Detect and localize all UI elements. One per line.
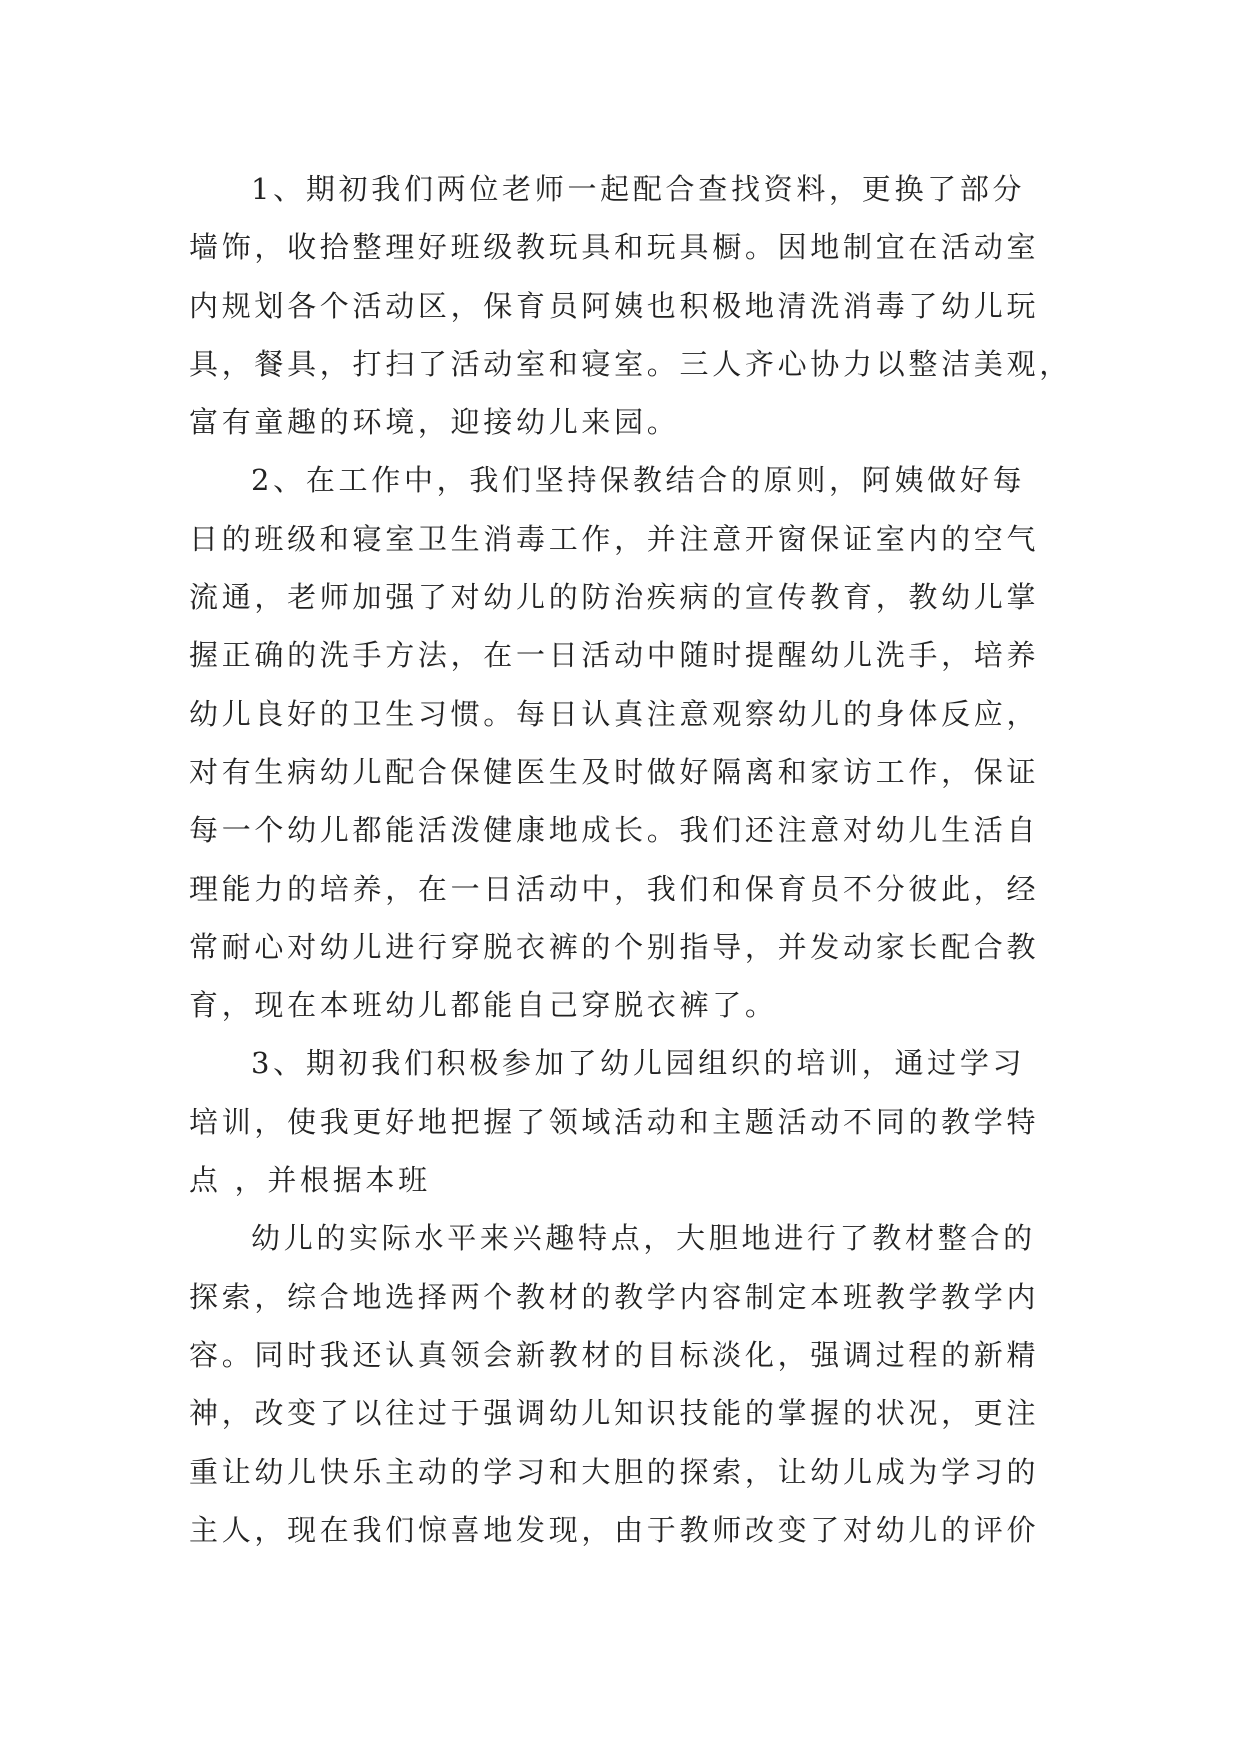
paragraph-3-line: 培训，使我更好地把握了领域活动和主题活动不同的教学特 [189, 1104, 1040, 1139]
paragraph-4-line: 容。同时我还认真领会新教材的目标淡化，强调过程的新精 [189, 1337, 1040, 1372]
paragraph-4-line: 重让幼儿快乐主动的学习和大胆的探索，让幼儿成为学习的 [189, 1454, 1040, 1489]
document-body [189, 160, 1072, 1559]
paragraph-3-line: 3、期初我们积极参加了幼儿园组织的培训，通过学习 [251, 1046, 1026, 1081]
paragraph-4-line: 主人，现在我们惊喜地发现，由于教师改变了对幼儿的评价 [189, 1512, 1040, 1547]
paragraph-1-line: 1、期初我们两位老师一起配合查找资料，更换了部分 [251, 172, 1026, 206]
paragraph-4-line: 探索，综合地选择两个教材的教学内容制定本班教学教学内 [189, 1279, 1040, 1314]
paragraph-2-line: 每一个幼儿都能活泼健康地成长。我们还注意对幼儿生活自 [189, 813, 1040, 848]
paragraph-2-line: 对有生病幼儿配合保健医生及时做好隔离和家访工作，保证 [189, 754, 1040, 789]
paragraph-2-line: 日的班级和寝室卫生消毒工作，并注意开窗保证室内的空气 [189, 521, 1040, 556]
paragraph-2-line: 流通，老师加强了对幼儿的防治疾病的宣传教育，教幼儿掌 [189, 580, 1040, 615]
paragraph-1-line: 富有童趣的环境，迎接幼儿来园。 [189, 405, 680, 440]
paragraph-3-line: 点 ，并根据本班 [189, 1163, 431, 1198]
paragraph-1-line: 墙饰，收拾整理好班级教玩具和玩具橱。因地制宜在活动室 [189, 230, 1040, 265]
paragraph-2-line: 2、在工作中，我们坚持保教结合的原则，阿姨做好每 [251, 463, 1026, 498]
paragraph-2-line: 握正确的洗手方法，在一日活动中随时提醒幼儿洗手，培养 [189, 638, 1040, 673]
paragraph-1-line: 内规划各个活动区，保育员阿姨也积极地清洗消毒了幼儿玩 [189, 288, 1040, 323]
paragraph-4-line: 幼儿的实际水平来兴趣特点，大胆地进行了教材整合的 [251, 1221, 1036, 1256]
paragraph-1-line: 具，餐具，打扫了活动室和寝室。三人齐心协力以整洁美观， [189, 346, 1072, 381]
paragraph-2-line: 育，现在本班幼儿都能自己穿脱衣裤了。 [189, 988, 778, 1023]
paragraph-4-line: 神，改变了以往过于强调幼儿知识技能的掌握的状况，更注 [189, 1396, 1040, 1431]
paragraph-2-line: 幼儿良好的卫生习惯。每日认真注意观察幼儿的身体反应， [189, 696, 1040, 731]
paragraph-2-line: 常耐心对幼儿进行穿脱衣裤的个别指导，并发动家长配合教 [189, 929, 1040, 964]
paragraph-2-line: 理能力的培养，在一日活动中，我们和保育员不分彼此，经 [189, 871, 1040, 906]
